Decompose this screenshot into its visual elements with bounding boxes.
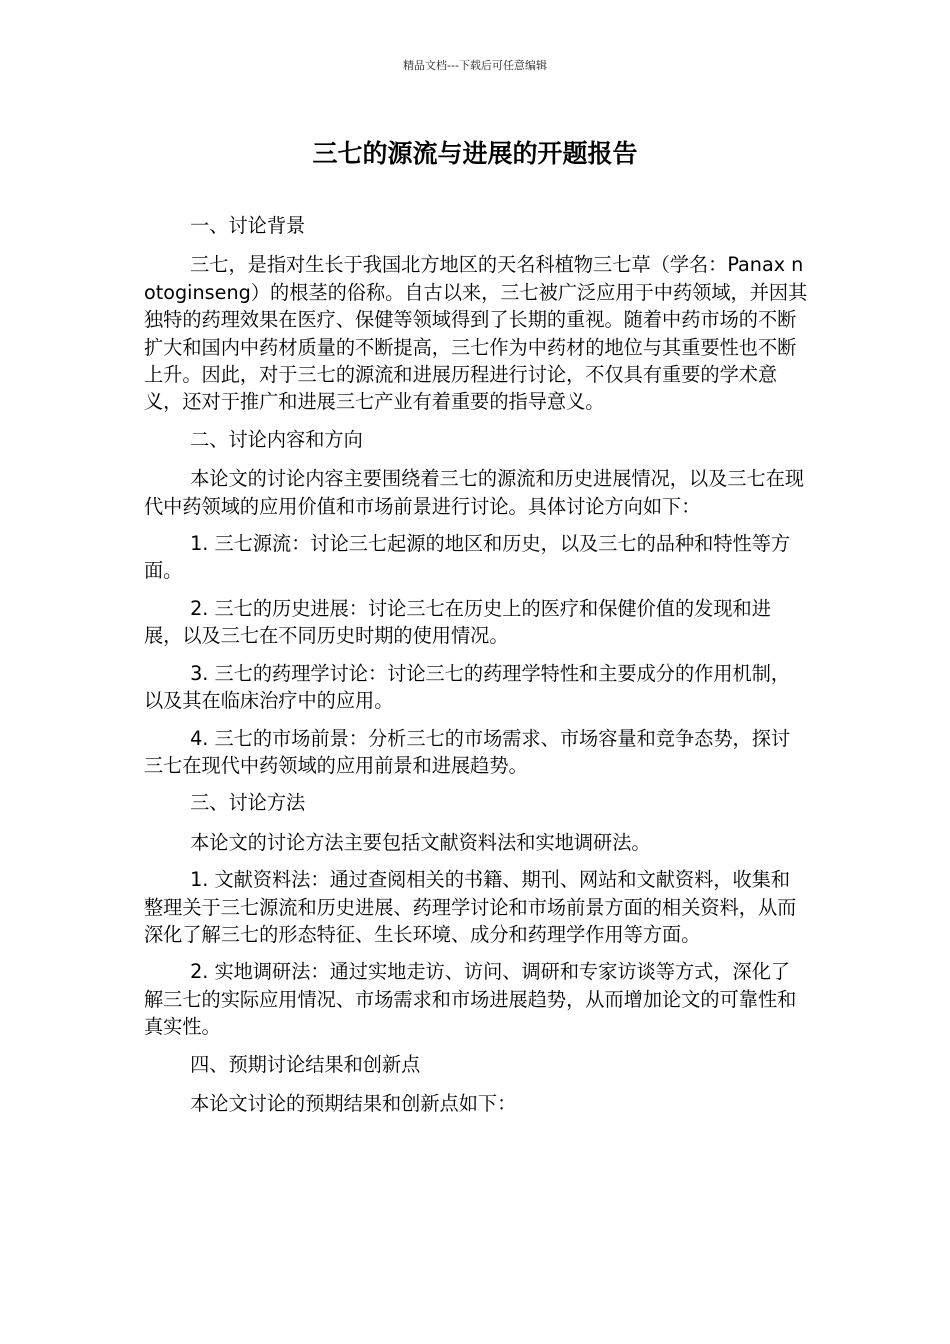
section-heading-method: 三、讨论方法 — [190, 791, 306, 815]
paragraph-content-intro: 本论文的讨论内容主要围绕着三七的源流和历史进展情况，以及三七在现代中药领域的应用价值和市场前景进行讨论。具体讨论方向如下： — [144, 467, 805, 518]
list-item-field-method: 2. 实地调研法：通过实地走访、访问、调研和专家访谈等方式，深化了解三七的实际应用情况、市场需求和市场进展趋势，从而增加论文的可靠性和真实性。 — [144, 960, 797, 1039]
list-item-history: 2. 三七的历史进展：讨论三七在历史上的医疗和保健价值的发现和进展，以及三七在不同历史时期的使用情况。 — [144, 596, 771, 648]
list-item-literature-method: 1. 文献资料法：通过查阅相关的书籍、期刊、网站和文献资料，收集和整理关于三七源流和历史进展、药理学讨论和市场前景方面的相关资料，从而深化了解三七的形态特征、生长环境、成分和药理学作用等方面。 — [144, 868, 797, 946]
list-item-origin: 1. 三七源流：讨论三七起源的地区和历史，以及三七的品种和特性等方面。 — [144, 532, 791, 583]
section-heading-content: 二、讨论内容和方向 — [190, 427, 363, 451]
document-title: 三七的源流与进展的开题报告 — [312, 139, 638, 168]
section-heading-results: 四、预期讨论结果和创新点 — [190, 1052, 421, 1076]
header-note: 精品文档---下载后可任意编辑 — [403, 59, 547, 72]
paragraph-results-intro: 本论文讨论的预期结果和创新点如下： — [190, 1091, 517, 1115]
list-item-market: 4. 三七的市场前景：分析三七的市场需求、市场容量和竞争态势，探讨三七在现代中药领域的应用前景和进展趋势。 — [144, 726, 791, 777]
paragraph-method-intro: 本论文的讨论方法主要包括文献资料法和实地调研法。 — [190, 830, 651, 854]
paragraph-background: 三七，是指对生长于我国北方地区的天名科植物三七草（学名：Panax notoginseng）的根茎的俗称。自古以来，三七被广泛应用于中药领域，并因其独特的药理效果在医疗、保健等领域得到了长期的重视。随着中药市场的不断扩大和国内中药材质量的不断提高，三七作为中药材的地位与其重要性也不断上升。因此，对于三七的源流和进展历程进行讨论，不仅具有重要的学术意义，还对于推广和进展三七产业有着重要的指导意义。 — [144, 253, 808, 414]
list-item-pharmacology: 3. 三七的药理学讨论：讨论三七的药理学特性和主要成分的作用机制，以及其在临床治疗中的应用。 — [144, 661, 791, 713]
document-body — [144, 212, 808, 1127]
section-heading-background: 一、讨论背景 — [190, 214, 306, 237]
